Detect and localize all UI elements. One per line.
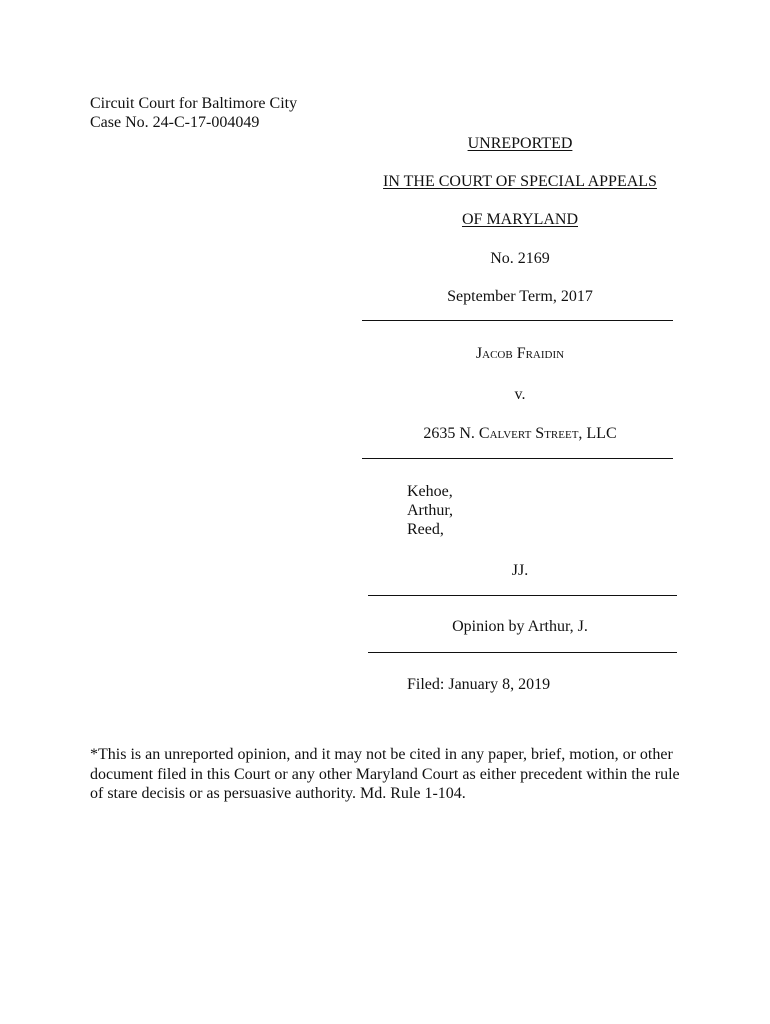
term-line: September Term, 2017: [447, 288, 593, 305]
unreported-heading: UNREPORTED: [467, 135, 573, 152]
caption-divider-3: [368, 595, 677, 596]
appellant-name: Jacob Fraidin: [475, 345, 565, 362]
judge-name: Reed,: [407, 521, 444, 538]
court-name-line-1: IN THE COURT OF SPECIAL APPEALS: [383, 173, 657, 190]
filed-date: Filed: January 8, 2019: [407, 676, 551, 693]
opinion-author: Opinion by Arthur, J.: [452, 618, 588, 635]
unreported-opinion-footnote: *This is an unreported opinion, and it may not be cited in any paper, brief, motion, or other document filed in this Court or any other Maryland Court as either precedent within the rule of stare decisis or as persuasive authority. Md. Rule 1-104.: [90, 746, 680, 802]
docket-number: No. 2169: [490, 250, 550, 267]
judges-suffix: JJ.: [511, 562, 529, 579]
caption-divider-4: [368, 652, 677, 653]
court-name-line-2: OF MARYLAND: [461, 211, 578, 228]
judge-name: Kehoe,: [407, 483, 453, 500]
judge-name: Arthur,: [407, 502, 454, 519]
caption-divider-2: [362, 458, 673, 459]
panel-judges: [407, 482, 453, 539]
caption-divider-1: [362, 320, 673, 321]
case-number-line: Case No. 24-C-17-004049: [90, 114, 260, 131]
versus-label: v.: [514, 386, 526, 403]
circuit-court-line: Circuit Court for Baltimore City: [90, 95, 298, 112]
appellee-name: 2635 N. Calvert Street, LLC: [423, 425, 617, 442]
